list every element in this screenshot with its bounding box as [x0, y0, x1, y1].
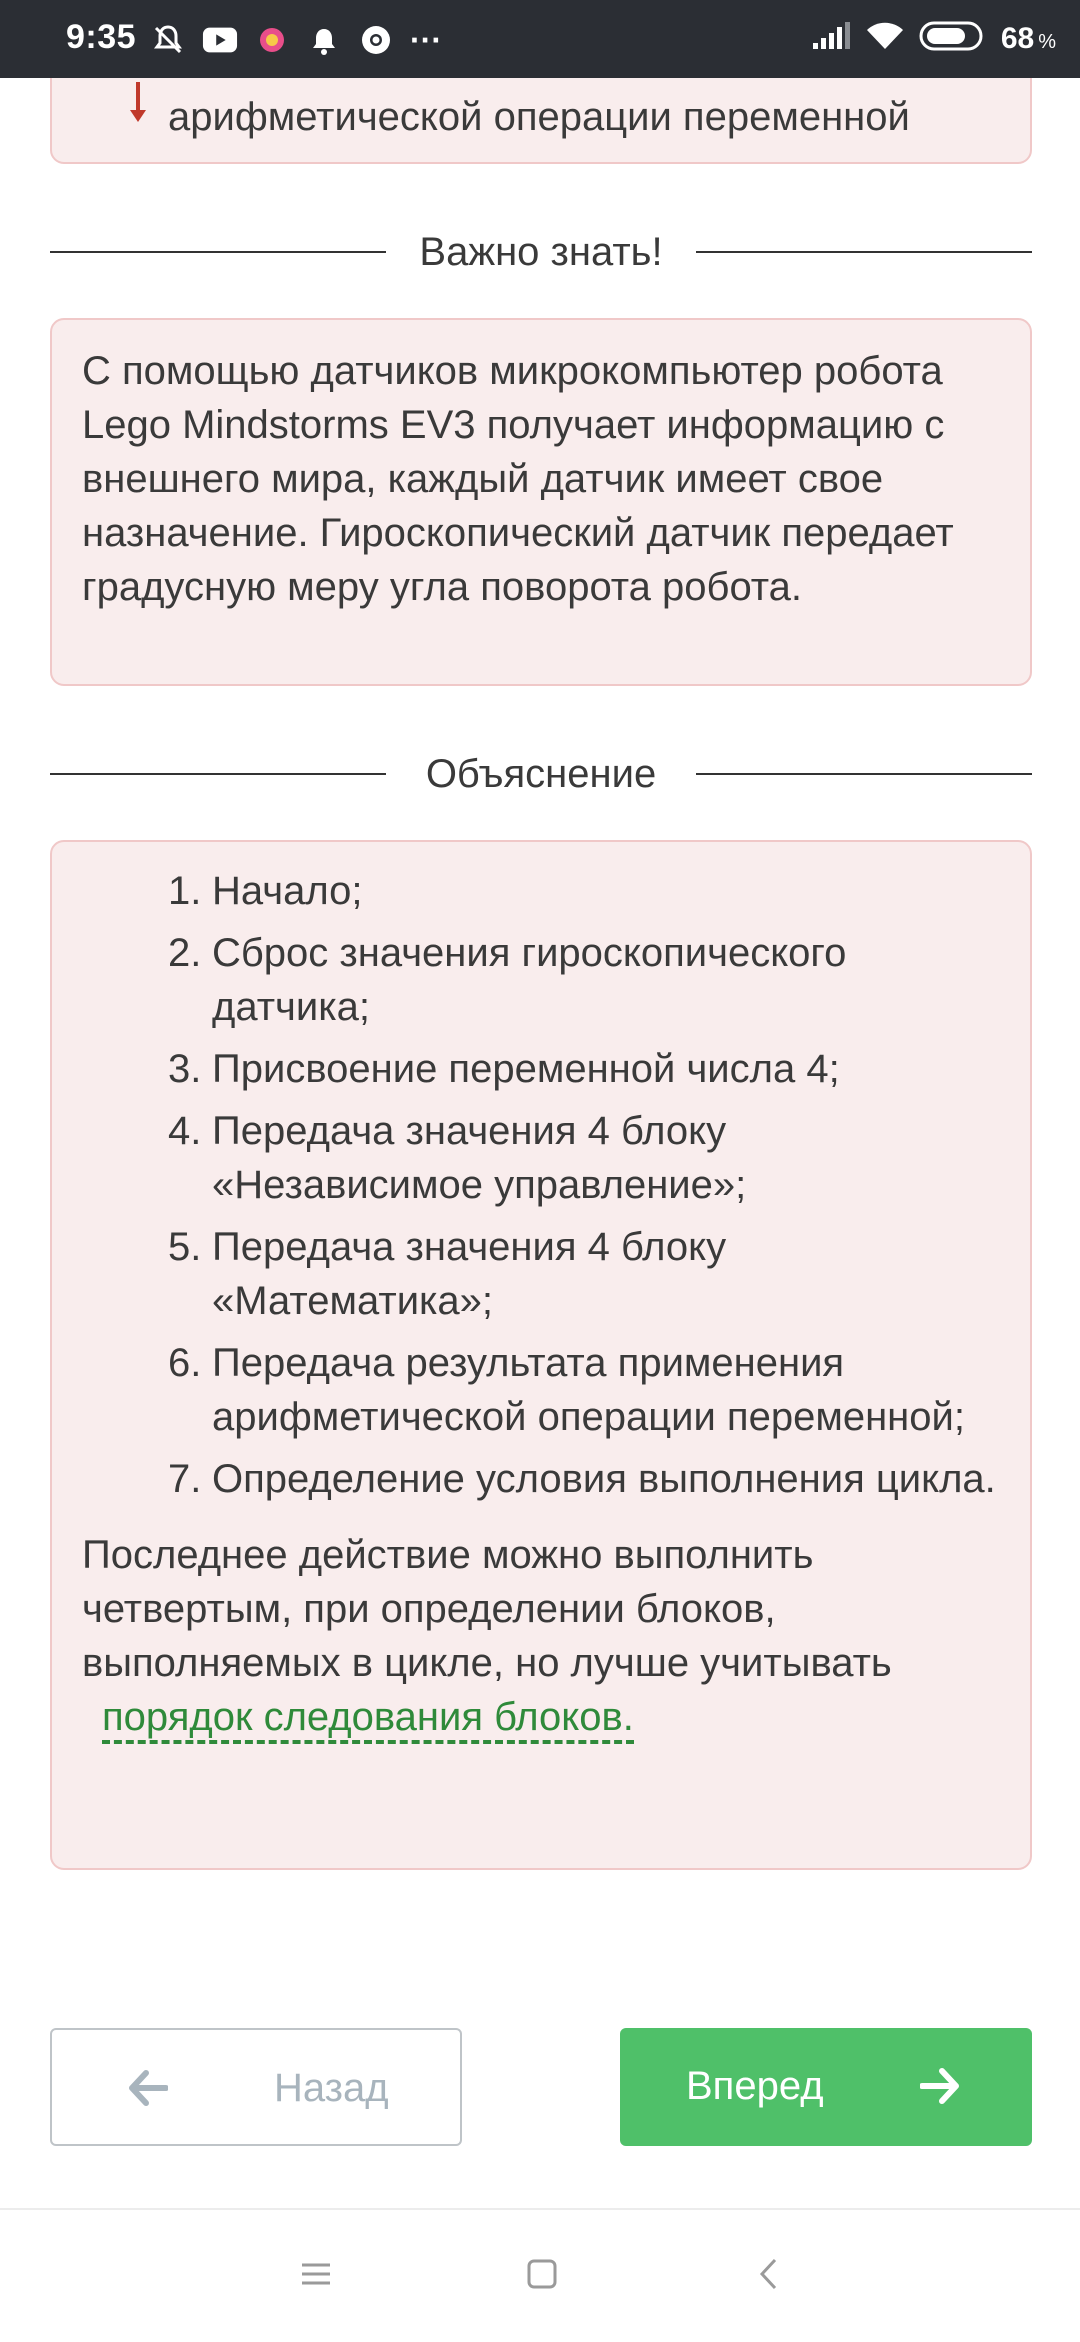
menu-icon[interactable]	[296, 2254, 336, 2294]
chrome-icon	[358, 22, 394, 58]
divider-line	[696, 251, 1032, 253]
alarm-icon	[306, 22, 342, 58]
step-text: Передача результата применения арифметической операции переменной;	[212, 1341, 965, 1439]
step-number: 2.	[168, 931, 202, 975]
explanation-note-text: Последнее действие можно выполнить четвертым, при определении блоков, выполняемых в цикле, но лучше учитывать	[82, 1533, 892, 1685]
home-square-icon[interactable]	[522, 2254, 562, 2294]
list-item	[168, 926, 1000, 1034]
important-info-text: С помощью датчиков микрокомпьютер робота Lego Mindstorms EV3 получает информацию с внешнего мира, каждый датчик имеет свое назначение. Гироскопический датчик передает градусную меру угла поворота робота.	[82, 349, 954, 609]
step-number: 5.	[168, 1225, 202, 1269]
signal-icon	[811, 21, 851, 56]
more-dots-icon: ···	[410, 21, 442, 58]
important-info-card	[50, 318, 1032, 686]
divider-line	[50, 773, 386, 775]
list-item	[168, 864, 1000, 918]
system-nav-bar	[0, 2208, 1080, 2342]
step-text: Начало;	[212, 869, 363, 913]
app-color-icon	[254, 22, 290, 58]
step-number: 7.	[168, 1457, 202, 1501]
arrow-down-icon	[118, 82, 158, 142]
important-heading: Важно знать!	[419, 230, 663, 274]
list-item	[168, 1336, 1000, 1444]
divider-line	[50, 251, 386, 253]
status-system-icons	[811, 20, 1056, 57]
next-button-label: Вперед	[686, 2064, 824, 2108]
wifi-icon	[865, 21, 905, 56]
explanation-steps	[82, 864, 1000, 1506]
step-number: 6.	[168, 1341, 202, 1385]
step-text: Передача значения 4 блоку «Независимое управление»;	[212, 1109, 747, 1207]
back-chevron-icon[interactable]	[750, 2254, 790, 2294]
list-item	[168, 1220, 1000, 1328]
explanation-divider	[50, 744, 1032, 804]
list-item	[168, 1104, 1000, 1212]
back-button[interactable]	[50, 2028, 462, 2146]
explanation-note	[82, 1528, 1000, 1744]
dnd-off-icon	[150, 22, 186, 58]
important-divider	[50, 222, 1032, 282]
step-text: Сброс значения гироскопического датчика;	[212, 931, 847, 1029]
block-order-link[interactable]: порядок следования блоков.	[102, 1694, 634, 1744]
explanation-heading: Объяснение	[425, 752, 657, 796]
list-item	[168, 1452, 1000, 1506]
previous-answer-text: арифметической операции переменной	[168, 95, 910, 139]
explanation-card	[50, 840, 1032, 1870]
step-text: Определение условия выполнения цикла.	[212, 1457, 996, 1501]
status-time: 9:35	[66, 18, 137, 56]
step-number: 3.	[168, 1047, 202, 1091]
status-bar	[0, 0, 1080, 78]
arrow-right-icon	[920, 2068, 960, 2114]
youtube-icon	[202, 22, 238, 58]
battery-percent: 68 %	[1000, 21, 1056, 55]
back-button-label: Назад	[274, 2066, 389, 2110]
list-item	[168, 1042, 1000, 1096]
step-text: Присвоение переменной числа 4;	[212, 1047, 840, 1091]
arrow-left-icon	[128, 2070, 168, 2116]
divider-line	[696, 773, 1032, 775]
status-notification-icons	[150, 22, 442, 58]
step-number: 4.	[168, 1109, 202, 1153]
step-text: Передача значения 4 блоку «Математика»;	[212, 1225, 727, 1323]
battery-icon	[919, 20, 987, 57]
next-button[interactable]	[620, 2028, 1032, 2146]
step-number: 1.	[168, 869, 202, 913]
